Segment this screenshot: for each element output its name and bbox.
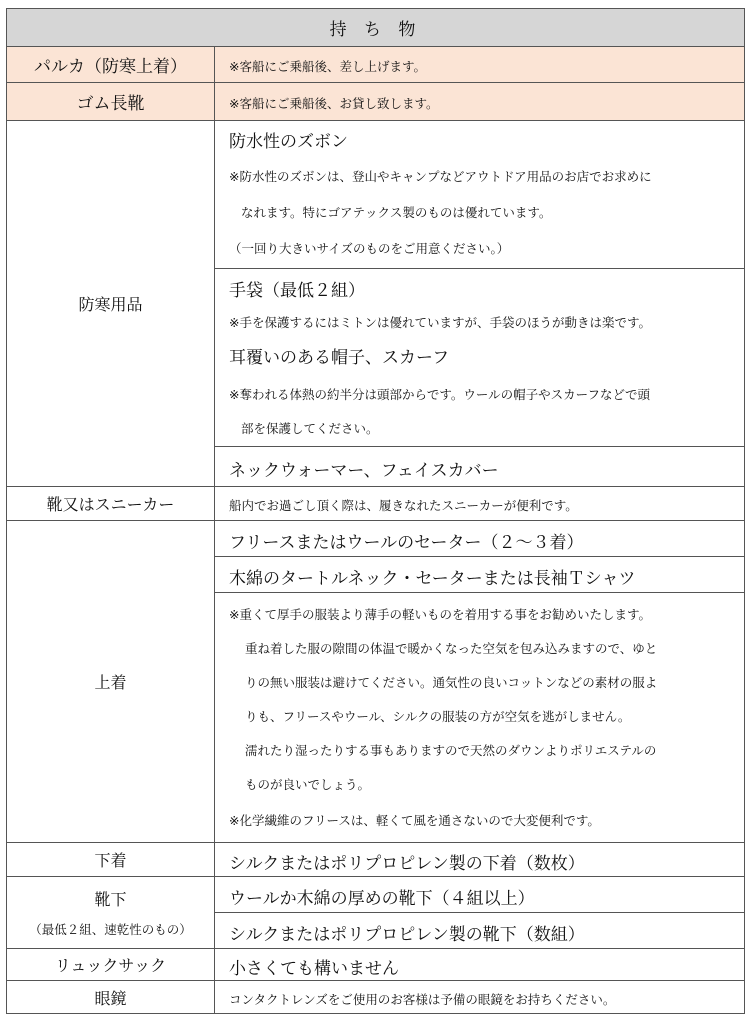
row-cold-gear [7, 121, 744, 487]
shoes-label: 靴又はスニーカー [46, 495, 175, 514]
backpack-item: 小さくても構いません [229, 959, 399, 979]
row-socks [7, 877, 744, 949]
parka-label: パルカ（防寒上着） [34, 57, 187, 77]
table-title [7, 9, 744, 47]
parka-note: ※客船にご乗船後、差し上げます。 [229, 59, 426, 74]
outerwear-label: 上着 [94, 673, 127, 692]
row-cold-gear-content [215, 121, 744, 486]
row-cold-gear-label [7, 121, 215, 486]
backpack-label: リュックサック [54, 956, 167, 975]
outer-notes-cell [215, 593, 744, 843]
underwear-label: 下着 [94, 851, 127, 870]
row-outerwear [7, 521, 744, 843]
cold-gloves-hat-cell [215, 269, 744, 447]
cold-gear-label: 防寒用品 [78, 295, 143, 314]
outer-note-line6: ものが良いでしょう。 [245, 777, 371, 792]
row-underwear-content [215, 843, 744, 876]
underwear-item: シルクまたはポリプロピレン製の下着（数枚） [229, 854, 585, 874]
outer-note-line3: りの無い服装は避けてください。通気性の良いコットンなどの素材の服よ [245, 675, 658, 690]
row-parka-content [215, 47, 744, 82]
outer-note-line5: 濡れたり湿ったりする事もありますので天然のダウンよりポリエステルの [245, 743, 657, 758]
hat-note-line2: 部を保護してください。 [241, 421, 379, 436]
gloves-note: ※手を保護するにはミトンは優れていますが、手袋のほうが動きは楽です。 [229, 315, 651, 330]
packing-list-table [6, 8, 745, 1014]
row-socks-label [7, 877, 215, 948]
row-underwear-label [7, 843, 215, 876]
row-boots-label [7, 83, 215, 120]
row-backpack-label [7, 949, 215, 980]
row-glasses [7, 981, 744, 1013]
boots-note: ※客船にご乗船後、お貸し致します。 [229, 96, 439, 111]
row-glasses-content [215, 981, 744, 1013]
cold-neck-cell [215, 447, 744, 487]
pants-note-line2: なれます。特にゴアテックス製のものは優れています。 [241, 205, 552, 220]
outer-note-line1: ※重くて厚手の服装より薄手の軽いものを着用する事をお勧めいたします。 [229, 607, 651, 622]
glasses-note: コンタクトレンズをご使用のお客様は予備の眼鏡をお持ちください。 [229, 992, 616, 1007]
row-glasses-label [7, 981, 215, 1013]
neck-item: ネックウォーマー、フェイスカバー [229, 461, 499, 481]
outer-item1-cell [215, 521, 744, 557]
row-backpack [7, 949, 744, 981]
row-boots-content [215, 83, 744, 120]
socks-item1-cell [215, 877, 744, 913]
row-boots [7, 83, 744, 121]
outer-note-line2: 重ね着した服の隙間の体温で暖かくなった空気を包み込みますので、ゆと [245, 641, 658, 656]
outer-note-line4: りも、フリースやウール、シルクの服装の方が空気を逃がしません。 [245, 709, 631, 724]
row-outerwear-content [215, 521, 744, 842]
row-parka-label [7, 47, 215, 82]
row-shoes [7, 487, 744, 521]
glasses-label: 眼鏡 [94, 988, 127, 1008]
boots-label: ゴム長靴 [76, 94, 145, 114]
socks-label: 靴下 [94, 890, 127, 909]
socks-item2-cell [215, 913, 744, 949]
row-parka [7, 47, 744, 83]
shoes-note: 船内でお過ごし頂く際は、履きなれたスニーカーが便利です。 [229, 498, 578, 513]
hat-title: 耳覆いのある帽子、スカーフ [229, 348, 450, 368]
table-title-text: 持 ち 物 [329, 20, 422, 40]
socks-item1: ウールか木綿の厚めの靴下（４組以上） [229, 889, 535, 909]
pants-note-line3: （一回り大きいサイズのものをご用意ください。） [229, 241, 510, 256]
socks-item2: シルクまたはポリプロピレン製の靴下（数組） [229, 925, 585, 945]
pants-title: 防水性のズボン [229, 132, 348, 152]
row-shoes-content [215, 487, 744, 520]
pants-note-line1: ※防水性のズボンは、登山やキャンプなどアウトドア用品のお店でお求めに [229, 169, 652, 184]
row-outerwear-label [7, 521, 215, 842]
outer-item2-cell [215, 557, 744, 593]
row-socks-content [215, 877, 744, 948]
outer-note-line7: ※化学繊維のフリースは、軽くて風を通さないので大変便利です。 [229, 813, 600, 828]
row-shoes-label [7, 487, 215, 520]
hat-note-line1: ※奪われる体熱の約半分は頭部からです。ウールの帽子やスカーフなどで頭 [229, 387, 650, 402]
outer-item1: フリースまたはウールのセーター（２～３着） [229, 533, 584, 553]
outer-item2: 木綿のタートルネック・セーターまたは長袖Ｔシャツ [229, 569, 636, 589]
gloves-title: 手袋（最低２組） [229, 281, 365, 301]
row-backpack-content [215, 949, 744, 980]
row-underwear [7, 843, 744, 877]
socks-sublabel: （最低２組、速乾性のもの） [29, 922, 192, 937]
cold-pants-cell [215, 121, 744, 269]
